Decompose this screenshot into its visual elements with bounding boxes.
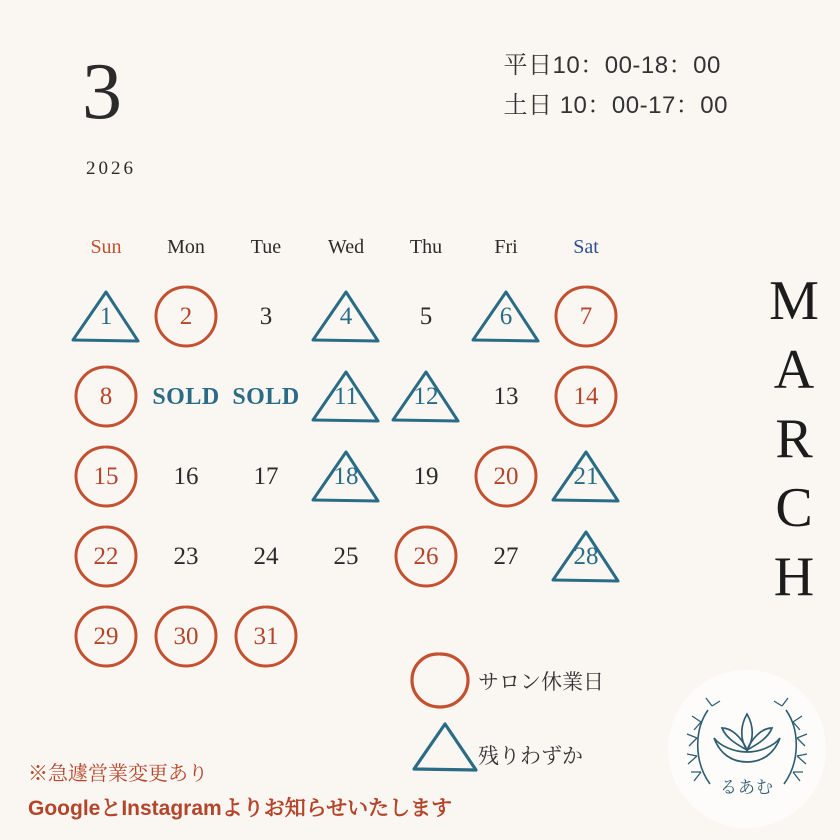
day-number: 15 bbox=[93, 463, 119, 490]
day-number: 22 bbox=[93, 543, 119, 570]
day-cell[interactable] bbox=[66, 277, 146, 357]
day-number: 30 bbox=[173, 623, 199, 650]
day-number: 27 bbox=[493, 543, 519, 570]
day-cell[interactable] bbox=[226, 597, 306, 677]
day-cell[interactable] bbox=[306, 517, 386, 597]
day-cell[interactable] bbox=[546, 357, 626, 437]
weekday-thu: Thu bbox=[409, 236, 443, 258]
day-cell[interactable] bbox=[146, 357, 226, 437]
day-number: 20 bbox=[493, 463, 519, 490]
day-number: 26 bbox=[413, 543, 439, 570]
day-number: 16 bbox=[173, 463, 199, 490]
business-hours bbox=[504, 46, 728, 125]
day-cell[interactable] bbox=[386, 437, 466, 517]
day-number: 8 bbox=[99, 383, 113, 410]
day-cell[interactable] bbox=[146, 277, 226, 357]
day-cell[interactable] bbox=[466, 357, 546, 437]
note-line-1: ※急遽営業変更あり bbox=[28, 763, 208, 785]
day-cell[interactable] bbox=[226, 437, 306, 517]
salon-logo bbox=[668, 670, 826, 828]
day-cell[interactable] bbox=[66, 517, 146, 597]
day-cell[interactable] bbox=[466, 437, 546, 517]
legend-few-left-label: 残りわずか bbox=[478, 745, 583, 768]
day-number: 13 bbox=[493, 383, 519, 410]
day-cell-empty bbox=[306, 597, 386, 677]
weekday-tue: Tue bbox=[250, 236, 282, 258]
day-cell[interactable] bbox=[146, 437, 226, 517]
legend-closed-label: サロン休業日 bbox=[478, 671, 604, 694]
day-number: 29 bbox=[93, 623, 119, 650]
day-number: 12 bbox=[413, 383, 439, 410]
day-number: 24 bbox=[253, 543, 279, 570]
day-number: 19 bbox=[413, 463, 439, 490]
day-cell[interactable] bbox=[546, 437, 626, 517]
day-cell[interactable] bbox=[226, 517, 306, 597]
day-number: 6 bbox=[499, 303, 513, 330]
weekday-header bbox=[66, 236, 656, 259]
day-cell[interactable] bbox=[386, 357, 466, 437]
day-cell[interactable] bbox=[306, 357, 386, 437]
day-cell[interactable] bbox=[546, 277, 626, 357]
day-number: 31 bbox=[253, 623, 279, 650]
day-number: 11 bbox=[333, 383, 359, 410]
day-cell[interactable] bbox=[146, 597, 226, 677]
day-cell[interactable] bbox=[306, 437, 386, 517]
vertical-month-label: MARCH bbox=[763, 270, 825, 615]
day-cell[interactable] bbox=[466, 517, 546, 597]
day-number: 23 bbox=[173, 543, 199, 570]
day-cell[interactable] bbox=[306, 277, 386, 357]
lotus-wreath-icon bbox=[668, 670, 826, 828]
day-number: 2 bbox=[179, 303, 193, 330]
weekday-wed: Wed bbox=[327, 236, 365, 258]
hours-weekend: 土日 10：00-17：00 bbox=[503, 91, 728, 119]
circle-icon bbox=[406, 648, 474, 719]
day-cell[interactable] bbox=[226, 277, 306, 357]
day-cell[interactable] bbox=[66, 357, 146, 437]
day-number: 25 bbox=[333, 543, 359, 570]
sold-label: SOLD bbox=[152, 383, 220, 410]
day-number: 18 bbox=[333, 463, 359, 490]
day-cell[interactable] bbox=[226, 357, 306, 437]
day-number: 21 bbox=[573, 463, 599, 490]
day-number: 4 bbox=[339, 303, 353, 330]
weekday-sun: Sun bbox=[90, 236, 122, 258]
calendar-grid bbox=[66, 236, 656, 677]
day-cell[interactable] bbox=[466, 277, 546, 357]
day-cells bbox=[66, 277, 656, 677]
day-cell[interactable] bbox=[546, 517, 626, 597]
day-number: 5 bbox=[419, 303, 433, 330]
day-number: 3 bbox=[259, 303, 273, 330]
weekday-mon: Mon bbox=[167, 236, 205, 258]
day-number: 1 bbox=[99, 303, 113, 330]
day-cell[interactable] bbox=[386, 277, 466, 357]
day-cell[interactable] bbox=[66, 597, 146, 677]
day-cell[interactable] bbox=[66, 437, 146, 517]
day-cell[interactable] bbox=[386, 517, 466, 597]
logo-name: るあむ bbox=[720, 778, 774, 797]
weekday-sat: Sat bbox=[573, 236, 599, 258]
day-number: 28 bbox=[573, 543, 599, 570]
day-number: 7 bbox=[579, 303, 593, 330]
hours-weekday: 平日10：00-18：00 bbox=[503, 52, 721, 79]
weekday-fri: Fri bbox=[494, 236, 518, 258]
year-label: 2026 bbox=[86, 158, 136, 179]
day-number: 14 bbox=[573, 383, 599, 410]
legend-closed bbox=[406, 648, 706, 716]
sold-label: SOLD bbox=[232, 383, 300, 410]
note-line-2: GoogleとInstagramよりお知らせいたします bbox=[28, 797, 453, 820]
page-title: 3 bbox=[82, 48, 122, 136]
footer-notes bbox=[28, 757, 452, 822]
day-cell[interactable] bbox=[146, 517, 226, 597]
day-number: 17 bbox=[253, 463, 279, 490]
